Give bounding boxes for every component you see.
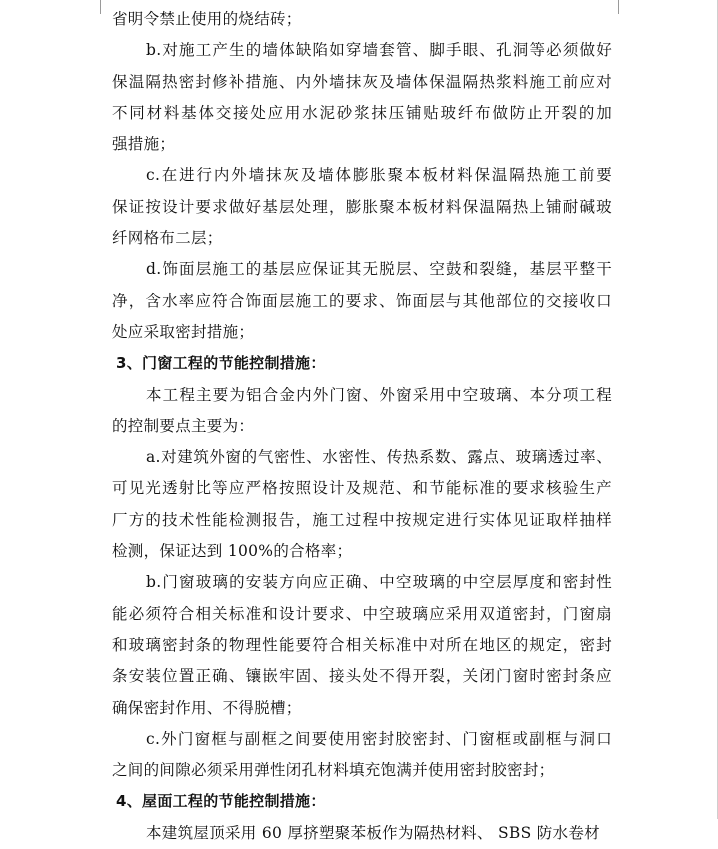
text-line: 能必须符合相关标准和设计要求、中空玻璃应采用双道密封，门窗扇 — [112, 604, 612, 623]
paragraph-roof-intro — [112, 818, 612, 849]
text-line: 确保密封作用、不得脱槽； — [112, 698, 302, 717]
text-line: 检测，保证达到 100%的合格率； — [112, 542, 353, 561]
text-line: 厂方的技术性能检测报告，施工过程中按规定进行实体见证取样抽样 — [112, 510, 612, 529]
heading-text: 4、屋面工程的节能控制措施： — [116, 792, 326, 811]
text-line: 可见光透射比等应严格按照设计及规范、和节能标准的要求核验生产 — [112, 479, 612, 498]
paragraph-wall-b — [112, 35, 612, 160]
text-line: 本工程主要为铝合金内外门窗、外窗采用中空玻璃、本分项工程 — [146, 385, 612, 404]
text-line: c.外门窗框与副框之间要使用密封胶密封、门窗框或副框与洞口 — [146, 729, 612, 748]
paragraph-windows-b — [112, 567, 612, 723]
paragraph-continuation — [112, 4, 612, 35]
paragraph-wall-d — [112, 254, 612, 348]
text-line: a.对建筑外窗的气密性、水密性、传热系数、露点、玻璃透过率、 — [146, 448, 612, 467]
section-heading-3 — [112, 348, 612, 379]
paragraph-windows-intro — [112, 380, 612, 443]
text-line: 净，含水率应符合饰面层施工的要求、饰面层与其他部位的交接收口 — [112, 291, 612, 310]
paragraph-windows-a — [112, 442, 612, 567]
text-line: 保证按设计要求做好基层处理，膨胀聚本板材料保温隔热上铺耐碱玻 — [112, 197, 612, 216]
right-margin-mark — [618, 0, 619, 14]
text-line: b.对施工产生的墙体缺陷如穿墙套管、脚手眼、孔洞等必须做好 — [146, 41, 612, 60]
document-body[interactable] — [112, 4, 612, 849]
text-line: 的控制要点主要为： — [112, 416, 255, 435]
text-line: 之间的间隙必须采用弹性闭孔材料填充饱满并使用密封胶密封； — [112, 761, 555, 780]
left-margin-mark — [100, 0, 101, 14]
text-line: 处应采取密封措施； — [112, 322, 255, 341]
text-line: 本建筑屋顶采用 60 厚挤塑聚苯板作为隔热材料、 SBS 防水卷材 — [146, 823, 600, 842]
text-line: 保温隔热密封修补措施、内外墙抹灰及墙体保温隔热浆料施工前应对 — [112, 72, 612, 91]
text-line: c.在进行内外墙抹灰及墙体膨胀聚本板材料保温隔热施工前要 — [146, 166, 612, 185]
text-line: 不同材料基体交接处应用水泥砂浆抹压铺贴玻纤布做防止开裂的加 — [112, 103, 612, 122]
text-line: 省明令禁止使用的烧结砖； — [112, 10, 302, 28]
heading-text: 3、门窗工程的节能控制措施： — [116, 354, 326, 373]
text-line: 强措施； — [112, 135, 176, 154]
paragraph-windows-c — [112, 724, 612, 787]
text-line: d.饰面层施工的基层应保证其无脱层、空鼓和裂缝，基层平整干 — [146, 260, 612, 279]
text-line: 和玻璃密封条的物理性能要符合相关标准中对所在地区的规定，密封 — [112, 635, 612, 654]
section-heading-4 — [112, 786, 612, 817]
text-line: 条安装位置正确、镶嵌牢固、接头处不得开裂，关闭门窗时密封条应 — [112, 667, 612, 686]
text-line: b.门窗玻璃的安装方向应正确、中空玻璃的中空层厚度和密封性 — [146, 573, 612, 592]
paragraph-wall-c — [112, 160, 612, 254]
text-line: 纤网格布二层； — [112, 229, 223, 248]
